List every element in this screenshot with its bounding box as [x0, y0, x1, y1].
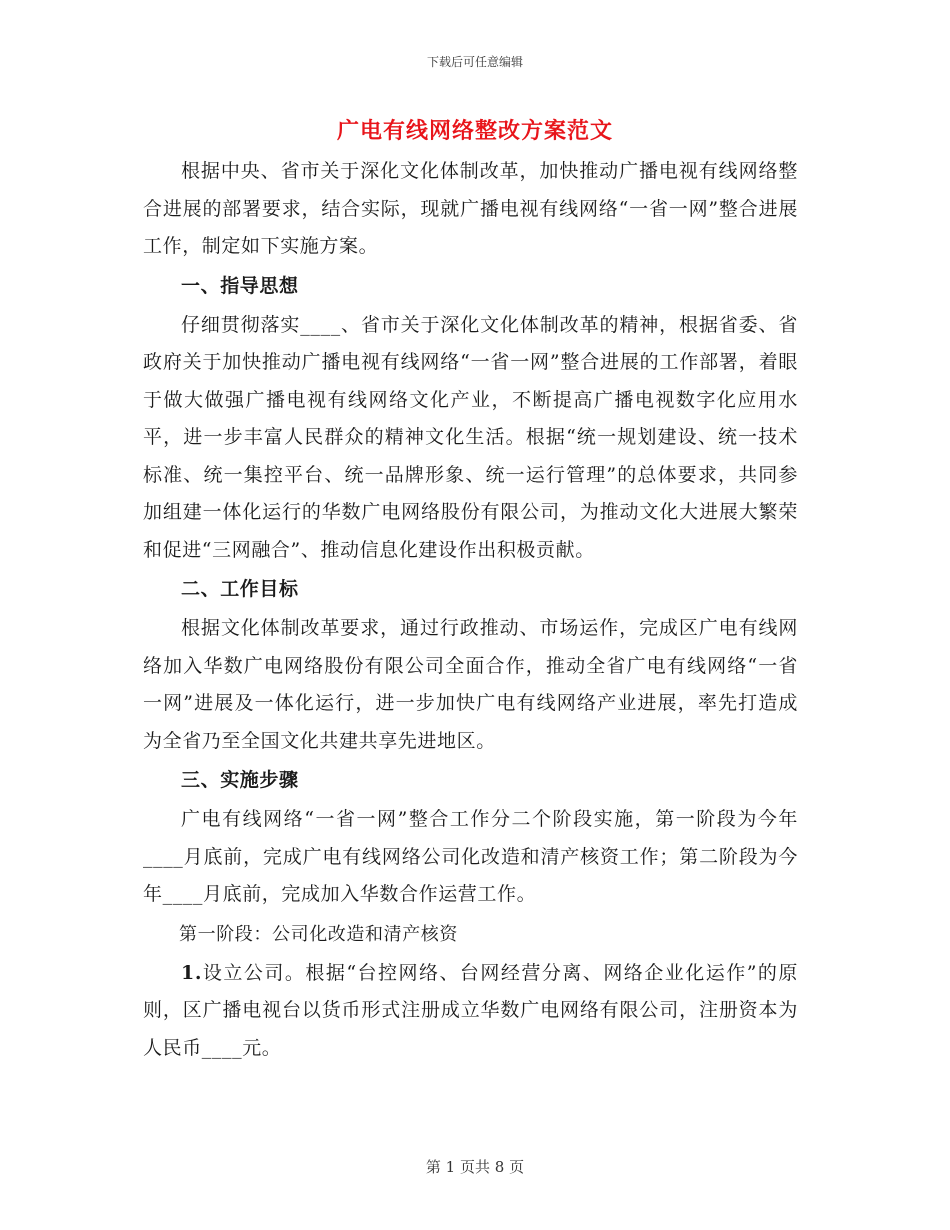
section-heading-implementation-steps: 三、实施步骤 [181, 769, 299, 791]
section-heading-guiding-thought: 一、指导思想 [181, 274, 299, 297]
item-number: 1. [181, 961, 203, 984]
document-title: 广电有线网络整改方案范文 [336, 118, 613, 144]
intro-paragraph: 根据中央、省市关于深化文化体制改革，加快推动广播电视有线网络整合进展的部署要求，结合实际，现就广播电视有线网络“一省一网”整合进展工作，制定如下实施方案。 [143, 160, 798, 257]
stage-one-label: 第一阶段：公司化改造和清产核资 [179, 923, 458, 945]
numbered-item-1 [143, 955, 798, 1068]
page-header-note: 下载后可任意编辑 [426, 55, 523, 69]
section-paragraph-implementation-steps: 广电有线网络“一省一网”整合工作分二个阶段实施，第一阶段为今年____月底前，完成广电有线网络公司化改造和清产核资工作；第二阶段为今年____月底前，完成加入华数合作运营工作。 [143, 808, 798, 905]
page-footer: 第 1 页共 8 页 [425, 1158, 525, 1176]
section-paragraph-work-goals: 根据文化体制改革要求，通过行政推动、市场运作，完成区广电有线网络加入华数广电网络股份有限公司全面合作，推动全省广电有线网络“一省一网”进展及一体化运行，进一步加快广电有线网络产业进展，率先打造成为全省乃至全国文化共建共享先进地区。 [143, 617, 798, 752]
section-heading-work-goals: 二、工作目标 [181, 578, 299, 600]
section-paragraph-guiding-thought: 仔细贯彻落实____、省市关于深化文化体制改革的精神，根据省委、省政府关于加快推动广播电视有线网络“一省一网”整合进展的工作部署，着眼于做大做强广播电视有线网络文化产业，不断提高广播电视数字化应用水平，进一步丰富人民群众的精神文化生活。根据“统一规划建设、统一技术标准、统一集控平台、统一品牌形象、统一运行管理”的总体要求，共同参加组建一体化运行的华数广电网络股份有限公司，为推动文化大进展大繁荣和促进“三网融合”、推动信息化建设作出积极贡献。 [143, 313, 798, 561]
item-text: 设立公司。根据“台控网络、台网经营分离、网络企业化运作”的原则，区广播电视台以货币形式注册成立华数广电网络有限公司，注册资本为人民币____元。 [143, 961, 798, 1059]
document-body [143, 153, 798, 1067]
